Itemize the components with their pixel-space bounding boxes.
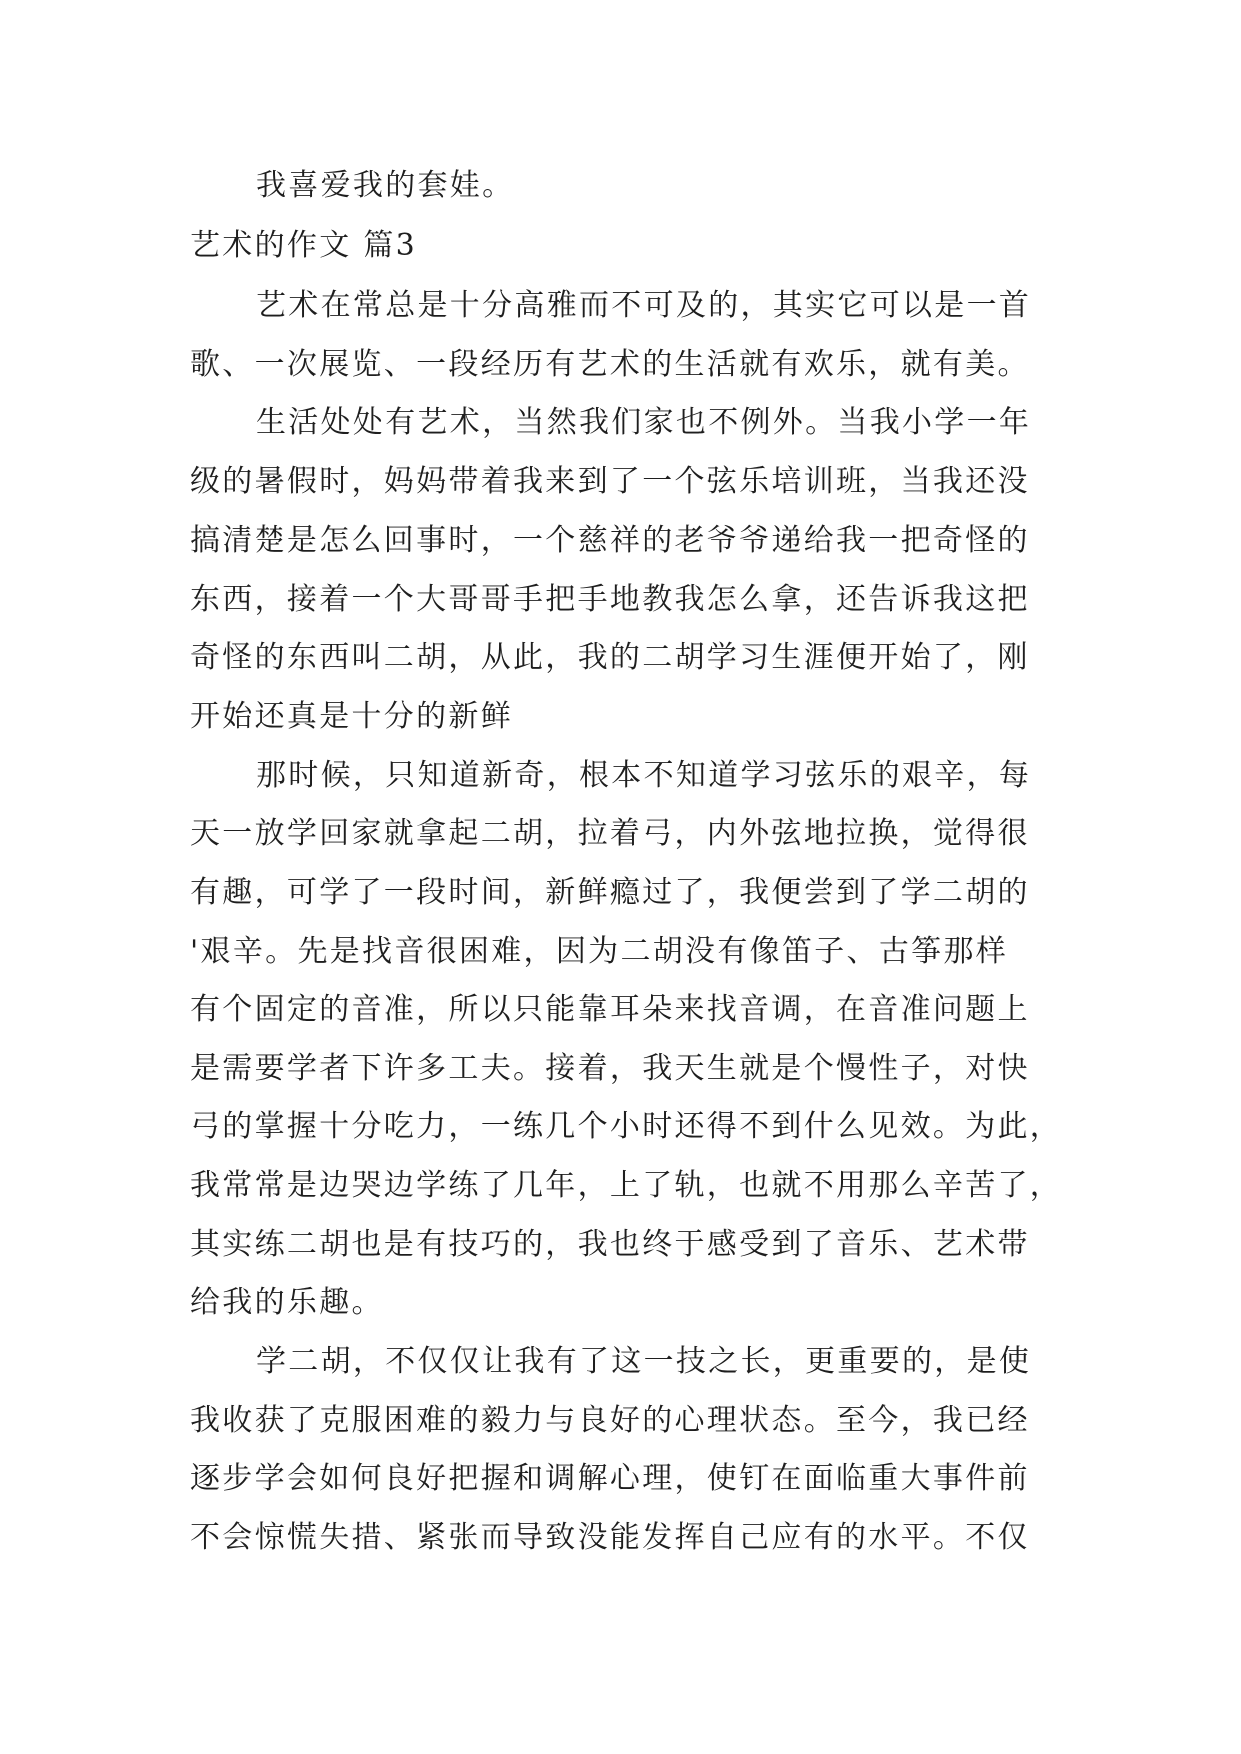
- paragraph-line: 东西，接着一个大哥哥手把手地教我怎么拿，还告诉我这把: [190, 582, 1030, 617]
- paragraph-line: 逐步学会如何良好把握和调解心理，使钉在面临重大事件前: [190, 1461, 1030, 1496]
- paragraph-line: 学二胡，不仅仅让我有了这一技之长，更重要的，是使: [256, 1344, 1032, 1379]
- section-heading: 艺术的作文 篇3: [190, 228, 418, 263]
- paragraph-line: 给我的乐趣。: [190, 1285, 384, 1320]
- paragraph-line: 级的暑假时，妈妈带着我来到了一个弦乐培训班，当我还没: [190, 464, 1030, 499]
- paragraph-line: '艰辛。先是找音很困难，因为二胡没有像笛子、古筝那样: [190, 934, 1009, 969]
- paragraph-line: 有个固定的音准，所以只能靠耳朵来找音调，在音准问题上: [190, 992, 1030, 1027]
- paragraph-line: 歌、一次展览、一段经历有艺术的生活就有欢乐，就有美。: [190, 347, 1030, 382]
- paragraph-line: 搞清楚是怎么回事时，一个慈祥的老爷爷递给我一把奇怪的: [190, 523, 1030, 558]
- paragraph-line: 不会惊慌失措、紧张而导致没能发挥自己应有的水平。不仅: [190, 1520, 1030, 1555]
- paragraph-line: 天一放学回家就拿起二胡，拉着弓，内外弦地拉换，觉得很: [190, 816, 1030, 851]
- paragraph-line: 有趣，可学了一段时间，新鲜瘾过了，我便尝到了学二胡的: [190, 875, 1030, 910]
- paragraph-line: 是需要学者下许多工夫。接着，我天生就是个慢性子，对快: [190, 1051, 1030, 1086]
- paragraph-line: 其实练二胡也是有技巧的，我也终于感受到了音乐、艺术带: [190, 1227, 1030, 1262]
- paragraph-line: 那时候，只知道新奇，根本不知道学习弦乐的艰辛，每: [256, 758, 1032, 793]
- paragraph-line: 我喜爱我的套娃。: [256, 168, 515, 203]
- paragraph-line: 弓的掌握十分吃力，一练几个小时还得不到什么见效。为此，: [190, 1109, 1063, 1144]
- paragraph-line: 奇怪的东西叫二胡，从此，我的二胡学习生涯便开始了，刚: [190, 640, 1030, 675]
- paragraph-line: 开始还真是十分的新鲜: [190, 699, 513, 734]
- paragraph-line: 艺术在常总是十分高雅而不可及的，其实它可以是一首: [256, 288, 1032, 323]
- paragraph-line: 生活处处有艺术，当然我们家也不例外。当我小学一年: [256, 405, 1032, 440]
- paragraph-line: 我常常是边哭边学练了几年，上了轨，也就不用那么辛苦了，: [190, 1168, 1063, 1203]
- paragraph-line: 我收获了克服困难的毅力与良好的心理状态。至今，我已经: [190, 1403, 1030, 1438]
